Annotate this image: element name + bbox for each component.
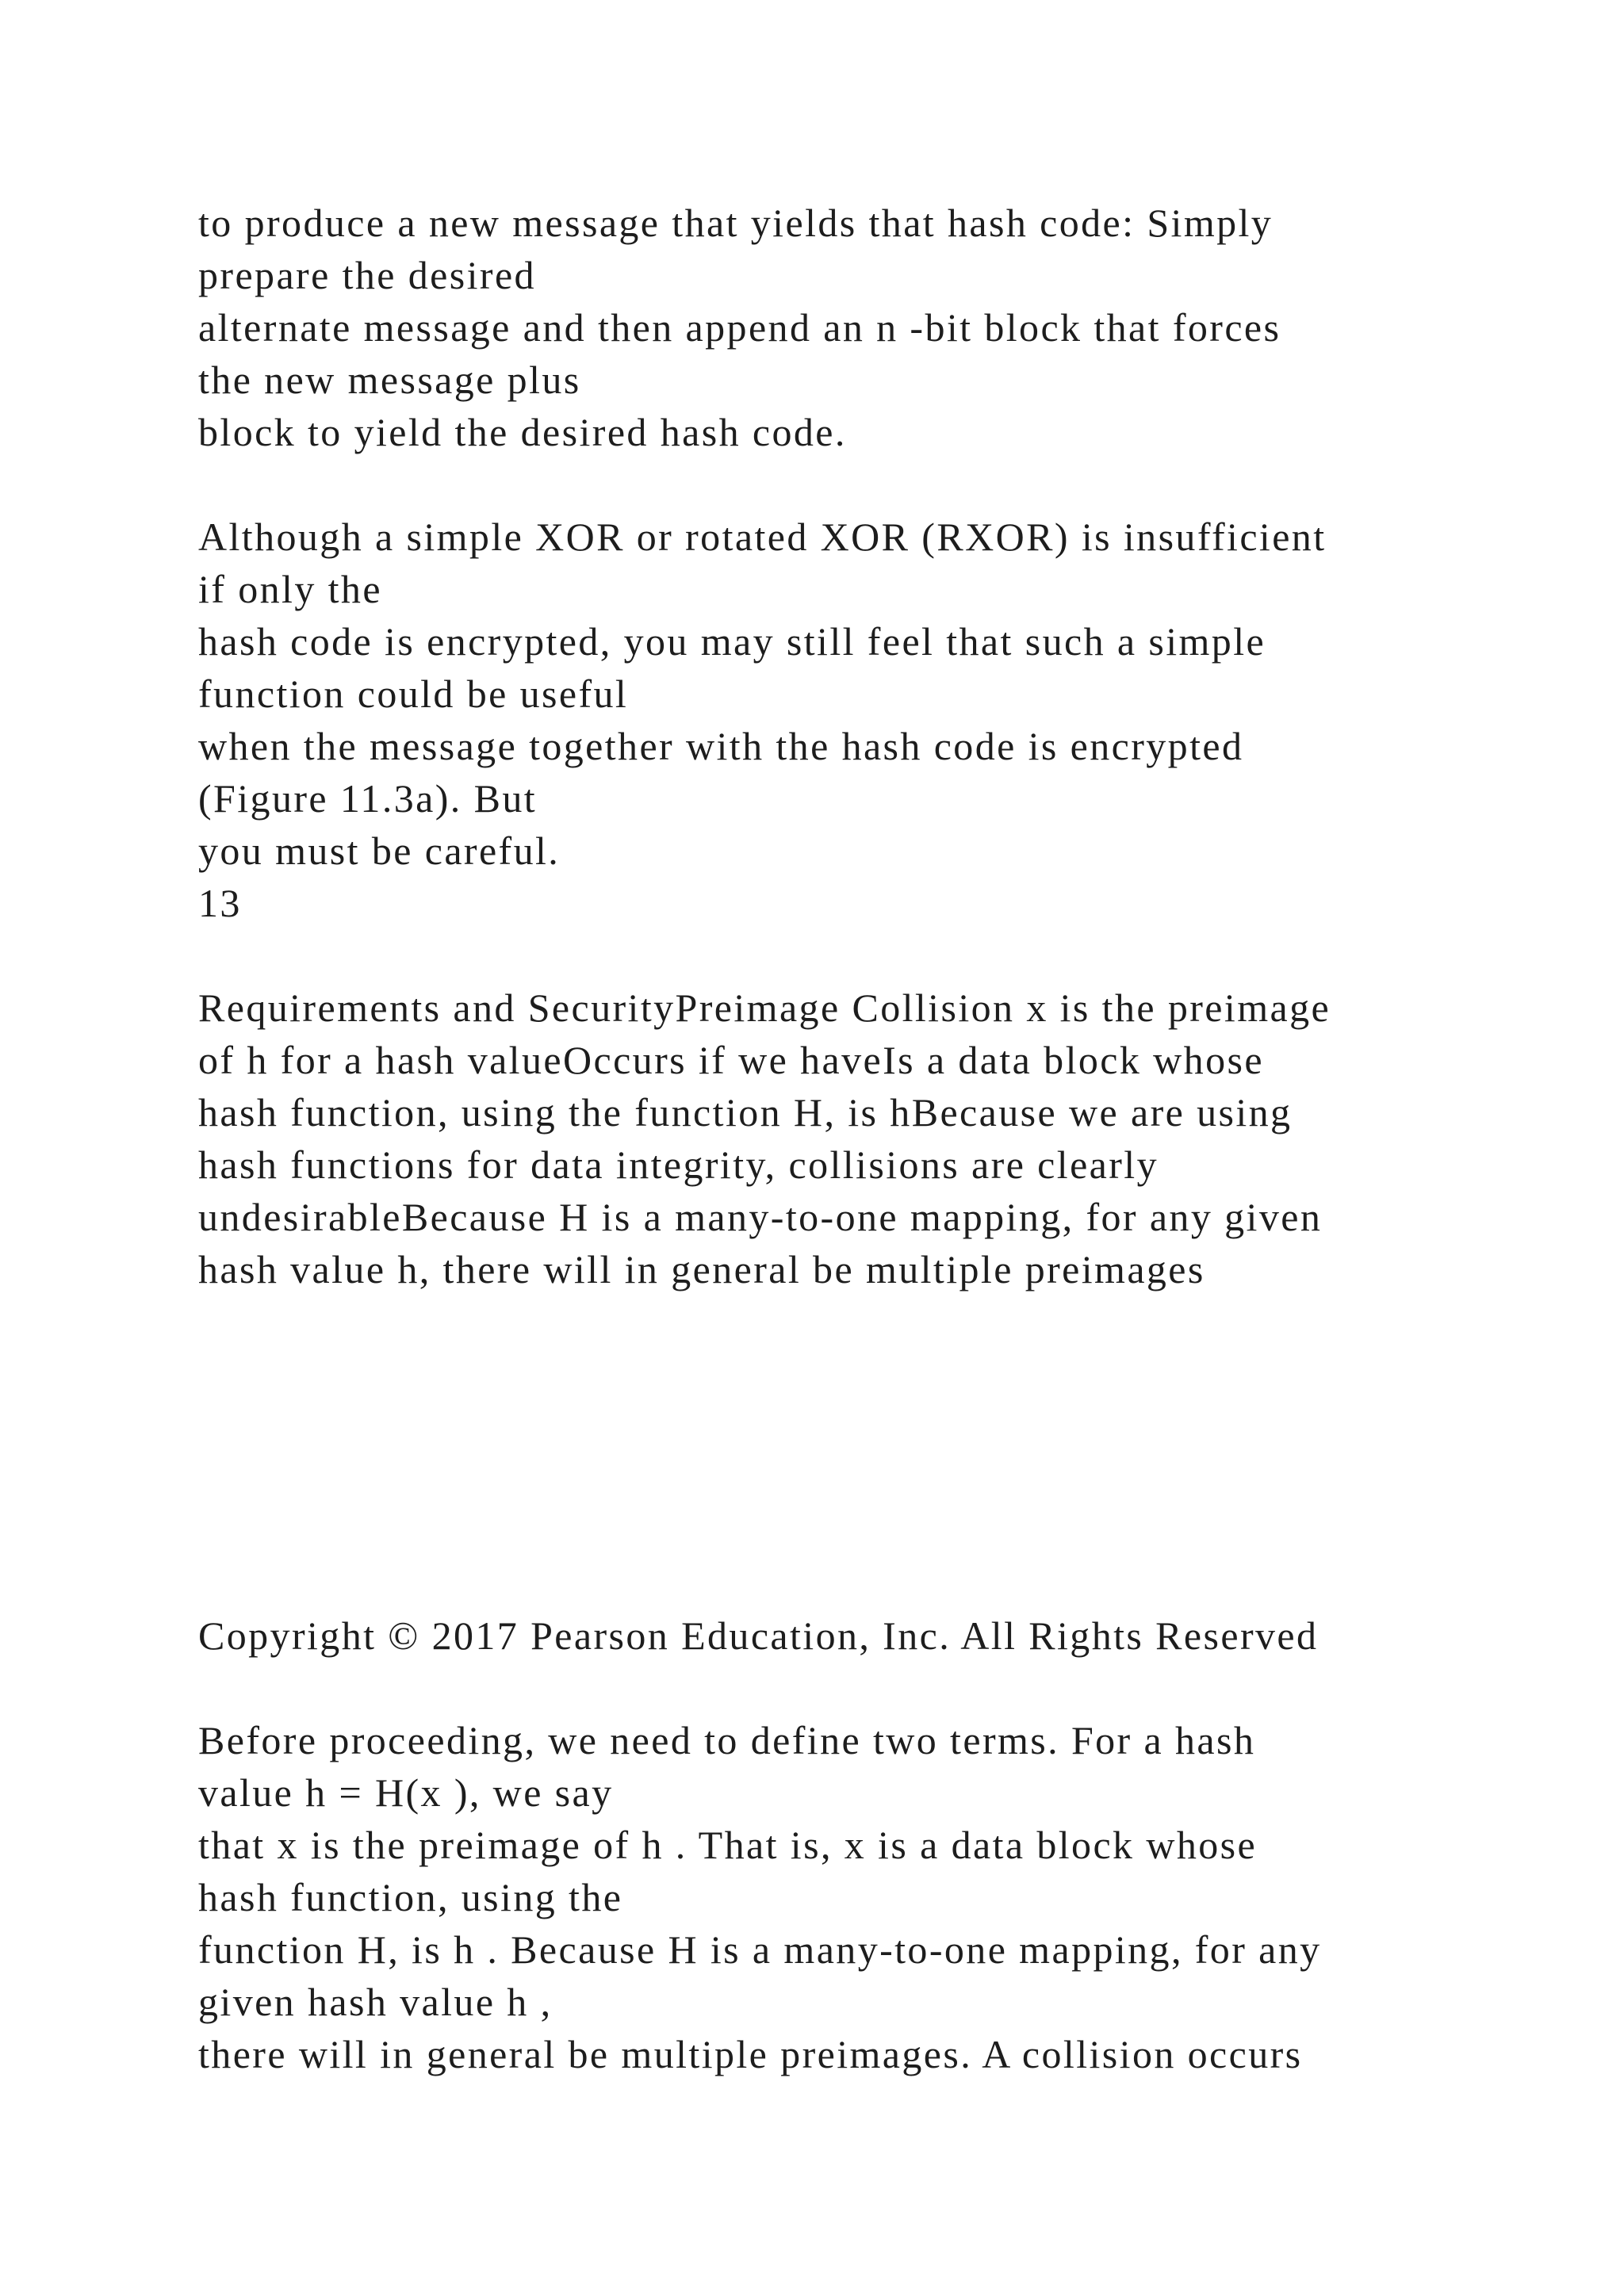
text-line: there will in general be multiple preimages. A collision occurs [198, 2032, 1303, 2076]
text-line: hash function, using the [198, 1875, 623, 1919]
text-line: to produce a new message that yields that hash code: Simply [198, 201, 1274, 245]
text-line: hash value h, there will in general be multiple preimages [198, 1247, 1205, 1292]
text-line: when the message together with the hash code is encrypted [198, 724, 1244, 768]
text-line: the new message plus [198, 358, 581, 402]
text-line: hash code is encrypted, you may still feel that such a simple [198, 619, 1266, 664]
slide-number: 13 [198, 881, 242, 925]
text-line: (Figure 11.3a). But [198, 776, 538, 821]
text-line: that x is the preimage of h . That is, x is a data block whose [198, 1823, 1258, 1867]
copyright-line: Copyright © 2017 Pearson Education, Inc. All Rights Reserved [198, 1613, 1319, 1658]
text-line: you must be careful. [198, 828, 561, 873]
text-line: hash functions for data integrity, collisions are clearly [198, 1142, 1159, 1187]
text-line: undesirableBecause H is a many-to-one mapping, for any given [198, 1195, 1323, 1239]
text-line: prepare the desired [198, 253, 536, 297]
text-line: value h = H(x ), we say [198, 1770, 614, 1815]
text-line: if only the [198, 567, 382, 611]
text-line: Before proceeding, we need to define two terms. For a hash [198, 1718, 1256, 1762]
text-line: Although a simple XOR or rotated XOR (RXOR) is insufficient [198, 515, 1327, 559]
text-line: block to yield the desired hash code. [198, 410, 847, 454]
text-line: given hash value h , [198, 1980, 553, 2024]
text-line: hash function, using the function H, is hBecause we are using [198, 1090, 1293, 1135]
text-line: function H, is h . Because H is a many-to-one mapping, for any [198, 1927, 1322, 1972]
text-line: alternate message and then append an n -bit block that forces [198, 305, 1281, 350]
text-line: function could be useful [198, 672, 629, 716]
text-line: of h for a hash valueOccurs if we haveIs a data block whose [198, 1038, 1264, 1082]
text-line: Requirements and SecurityPreimage Collision x is the preimage [198, 985, 1331, 1030]
